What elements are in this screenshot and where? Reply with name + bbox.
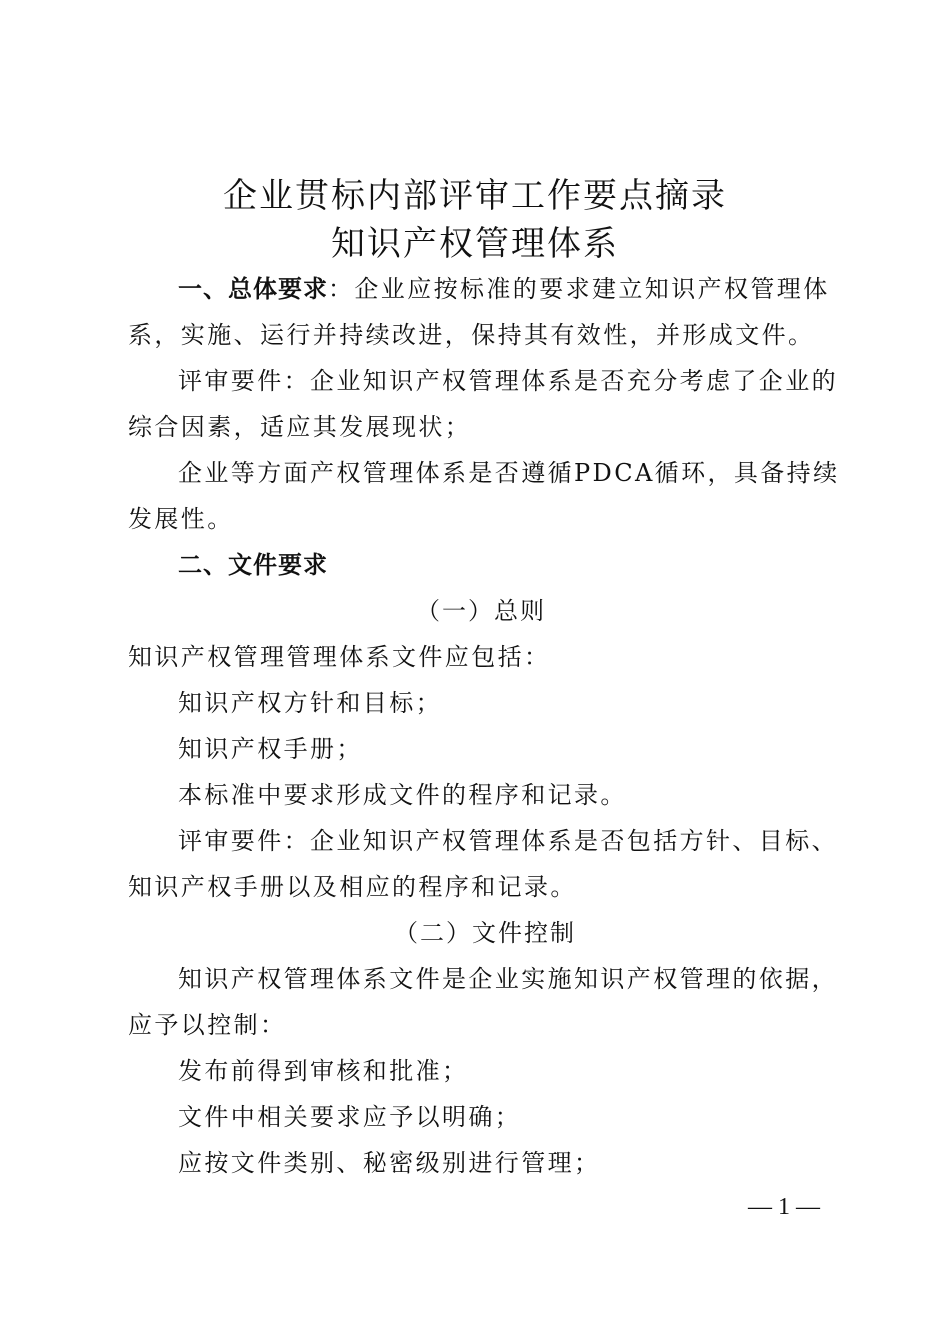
section1-heading: 一、总体要求 — [178, 275, 328, 303]
subsection2-heading: （二）文件控制 — [394, 919, 576, 947]
subsection1-item1: 知识产权方针和目标； — [178, 689, 442, 717]
section1-review1-line1: 评审要件：企业知识产权管理体系是否充分考虑了企业的 — [178, 367, 838, 395]
document-subtitle: 知识产权管理体系 — [331, 224, 619, 264]
section1-line2: 系，实施、运行并持续改进，保持其有效性，并形成文件。 — [128, 321, 815, 349]
page-number: — 1 — — [748, 1194, 820, 1220]
section1-review2-line1: 企业等方面产权管理体系是否遵循PDCA循环，具备持续 — [178, 459, 840, 487]
subsection2-intro-line1: 知识产权管理体系文件是企业实施知识产权管理的依据， — [178, 965, 838, 993]
section1-review2-line2: 发展性。 — [128, 505, 234, 533]
subsection2-item2: 文件中相关要求应予以明确； — [178, 1103, 522, 1131]
subsection2-item1: 发布前得到审核和批准； — [178, 1057, 469, 1085]
subsection1-review-line1: 评审要件：企业知识产权管理体系是否包括方针、目标、 — [178, 827, 838, 855]
document-title: 企业贯标内部评审工作要点摘录 — [223, 176, 727, 216]
section2-heading: 二、文件要求 — [178, 551, 328, 579]
subsection2-intro-line2: 应予以控制： — [128, 1011, 287, 1039]
section1-text: ：企业应按标准的要求建立知识产权管理体 — [328, 275, 830, 303]
subsection1-heading: （一）总则 — [416, 597, 546, 625]
section1-review1-line2: 综合因素，适应其发展现状； — [128, 413, 472, 441]
subsection1-intro: 知识产权管理管理体系文件应包括： — [128, 643, 551, 671]
subsection1-item2: 知识产权手册； — [178, 735, 363, 763]
subsection1-review-line2: 知识产权手册以及相应的程序和记录。 — [128, 873, 577, 901]
subsection1-item3: 本标准中要求形成文件的程序和记录。 — [178, 781, 627, 809]
section1-first-line — [178, 273, 830, 305]
subsection2-item3: 应按文件类别、秘密级别进行管理； — [178, 1149, 601, 1177]
